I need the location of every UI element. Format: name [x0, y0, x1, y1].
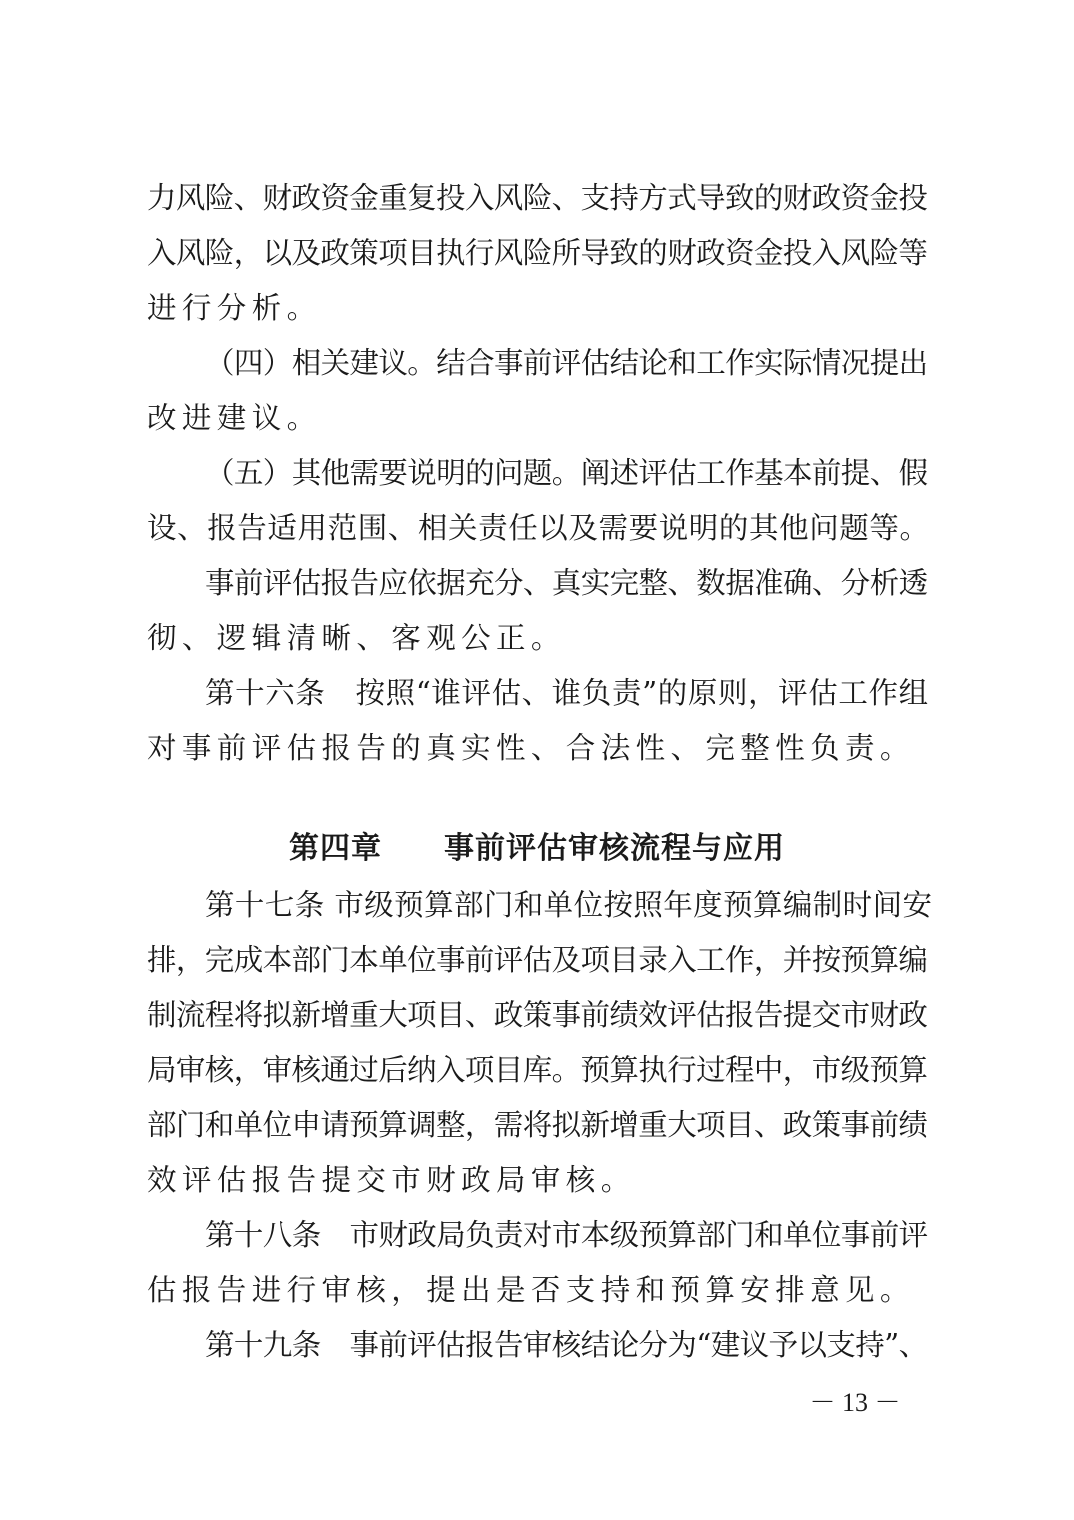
page-number: － 13 － [809, 1388, 901, 1417]
text-line: 局审核，审核通过后纳入项目库。预算执行过程中，市级预算 [147, 1053, 928, 1087]
text-line: （五）其他需要说明的问题。阐述评估工作基本前提、假 [205, 456, 928, 490]
text-line: 进行分析。 [147, 291, 322, 325]
text-line: 效评估报告提交市财政局审核。 [147, 1163, 636, 1197]
text-line: 第十九条 事前评估报告审核结论分为“建议予以支持”、 [205, 1328, 928, 1362]
text-line: 制流程将拟新增重大项目、政策事前绩效评估报告提交市财政 [147, 998, 928, 1032]
text-line: 排，完成本部门本单位事前评估及项目录入工作，并按预算编 [147, 943, 928, 977]
text-line: 第十七条 市级预算部门和单位按照年度预算编制时间安 [205, 888, 933, 922]
text-line: 改进建议。 [147, 401, 322, 435]
text-line: 估报告进行审核，提出是否支持和预算安排意见。 [147, 1273, 915, 1307]
chapter-heading: 第四章 事前评估审核流程与应用 [289, 831, 785, 866]
text-line: （四）相关建议。结合事前评估结论和工作实际情况提出 [205, 346, 928, 380]
text-line: 对事前评估报告的真实性、合法性、完整性负责。 [147, 731, 915, 765]
text-line: 彻、逻辑清晰、客观公正。 [147, 621, 566, 655]
text-line: 设、报告适用范围、相关责任以及需要说明的其他问题等。 [147, 511, 930, 545]
text-line: 力风险、财政资金重复投入风险、支持方式导致的财政资金投 [147, 181, 928, 215]
text-line: 部门和单位申请预算调整，需将拟新增重大项目、政策事前绩 [147, 1108, 928, 1142]
text-line: 事前评估报告应依据充分、真实完整、数据准确、分析透 [205, 566, 928, 600]
text-line: 第十六条 按照“谁评估、谁负责”的原则，评估工作组 [205, 676, 929, 710]
text-line: 第十八条 市财政局负责对市本级预算部门和单位事前评 [205, 1218, 928, 1252]
text-line: 入风险，以及政策项目执行风险所导致的财政资金投入风险等 [147, 236, 928, 270]
